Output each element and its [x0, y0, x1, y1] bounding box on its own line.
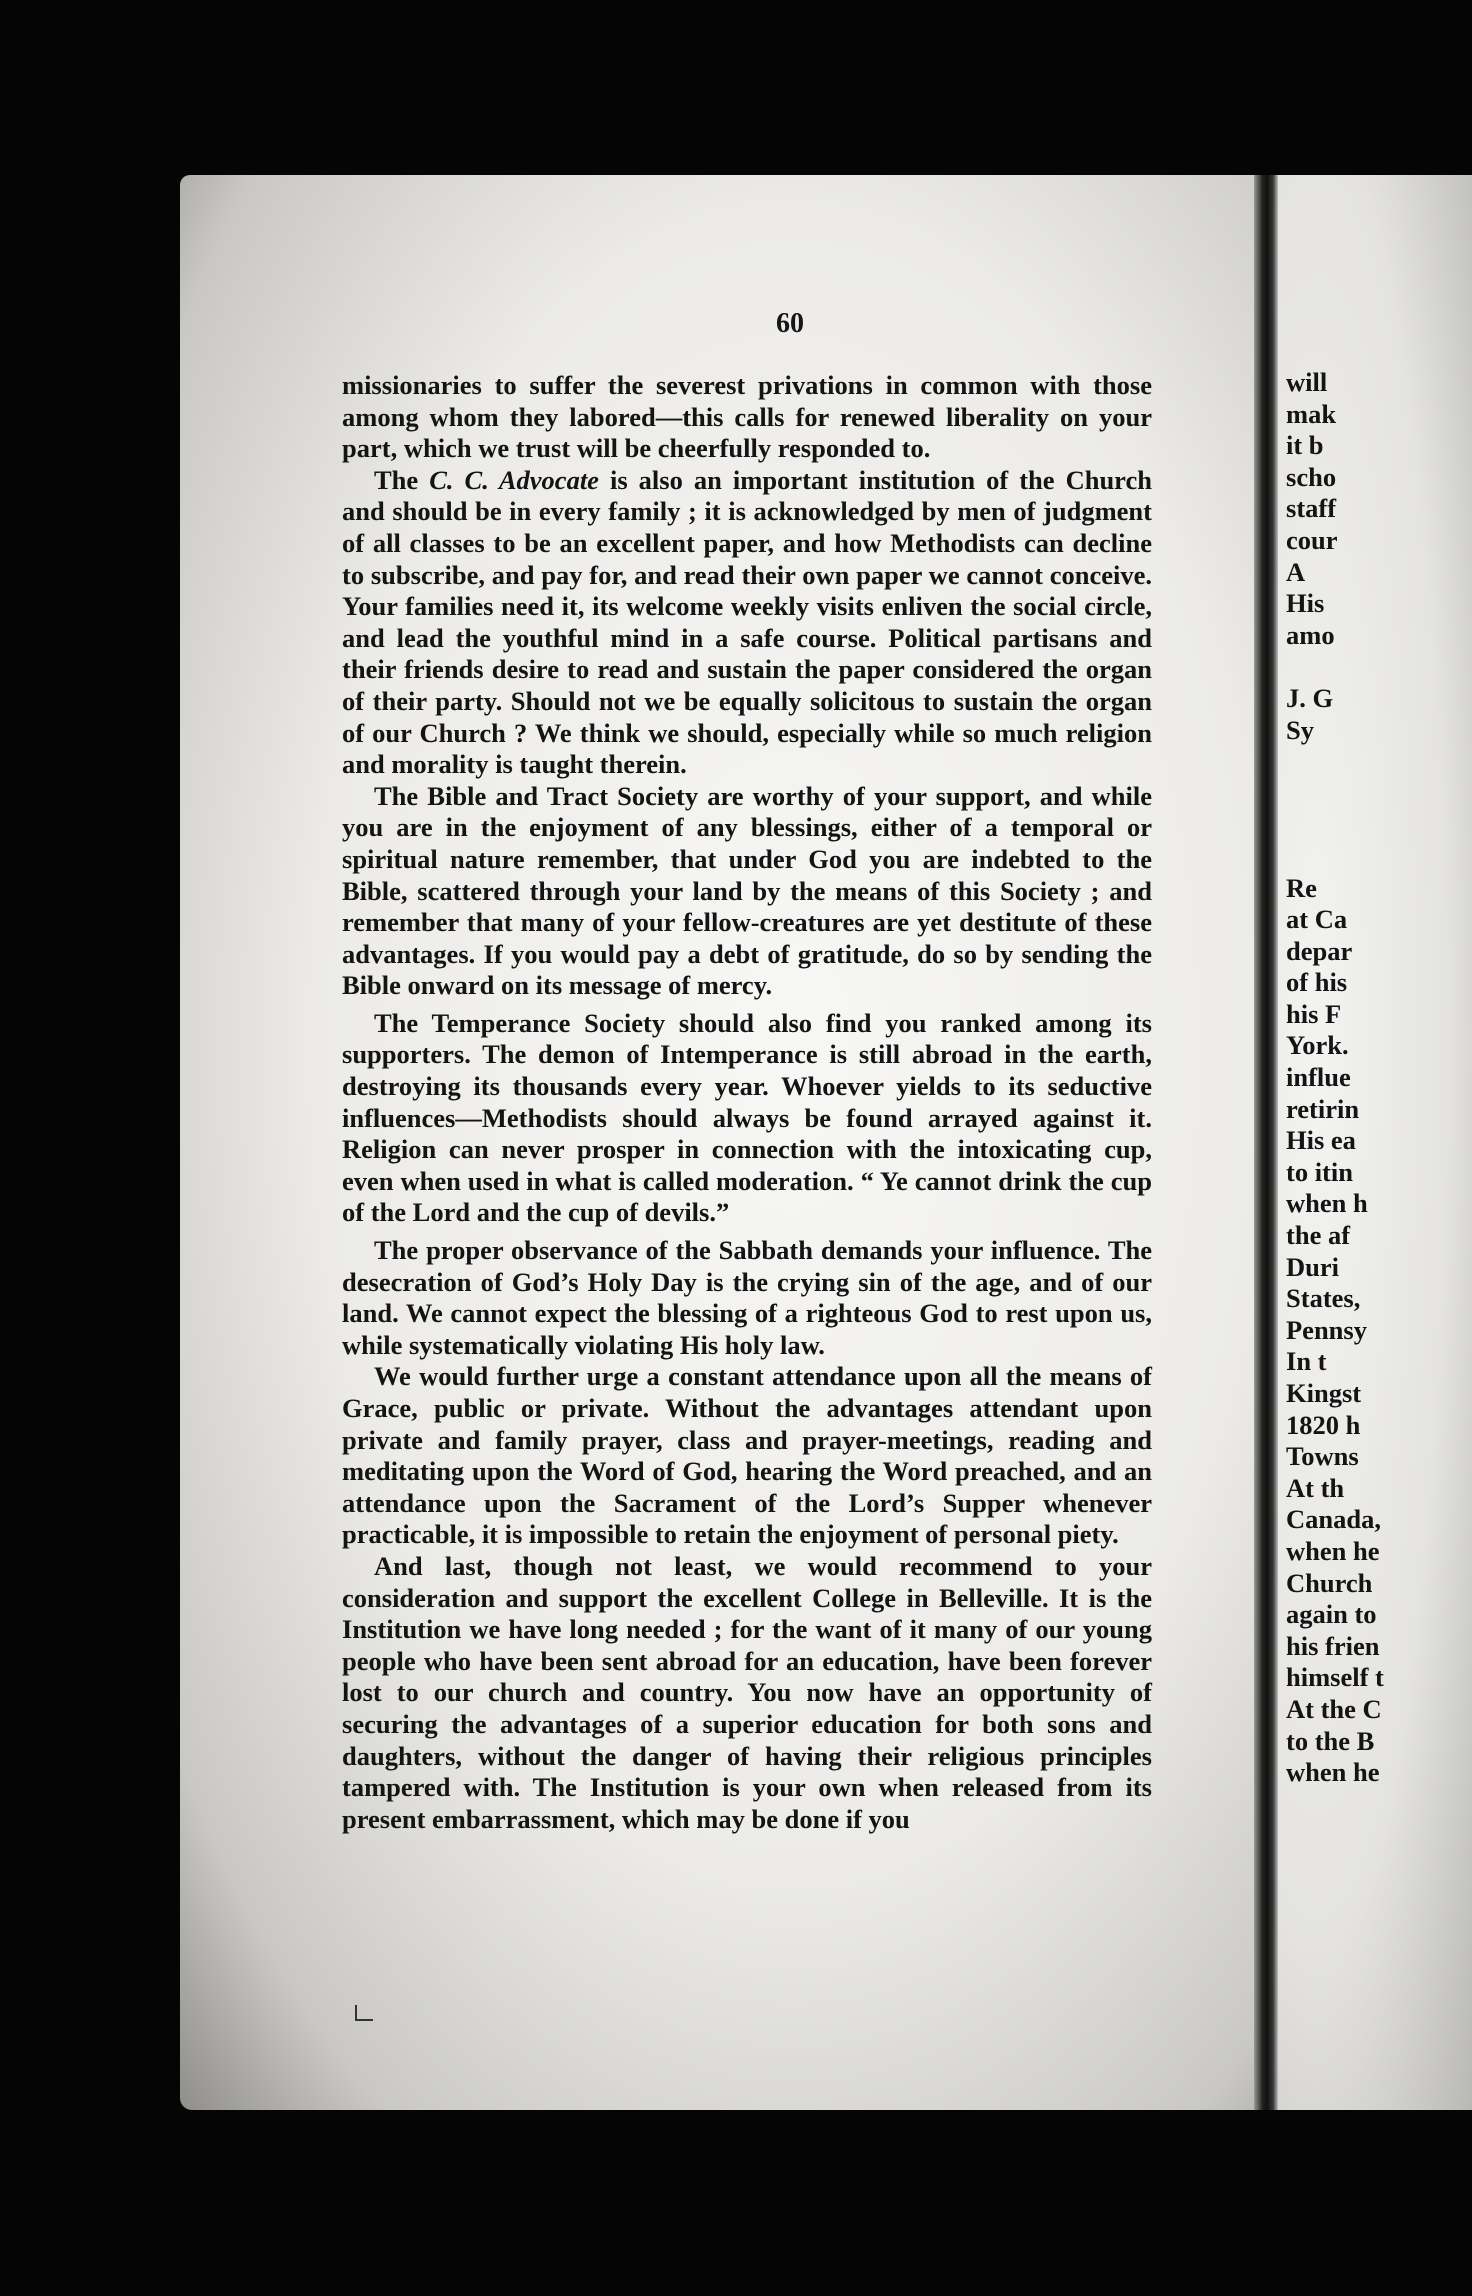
right-page-line: At th — [1286, 1472, 1345, 1503]
right-page-line: York. — [1286, 1030, 1349, 1061]
right-page-line: Pennsy — [1286, 1314, 1367, 1345]
right-page-line: Canada, — [1286, 1504, 1381, 1535]
right-page-line — [1286, 778, 1472, 810]
right-page-line: the af — [1286, 1220, 1351, 1251]
right-page-line: of his — [1286, 967, 1348, 998]
right-page-line: Duri — [1286, 1251, 1339, 1282]
right-page-line: his frien — [1286, 1630, 1380, 1661]
right-page-line — [1286, 746, 1472, 778]
paragraph-1: missionaries to suffer the severest privations in common with those among whom they labored—this calls for renewed liberality on your part, which we trust will be cheerfully responded to. — [342, 370, 1152, 464]
right-page-line: when h — [1286, 1188, 1368, 1219]
right-page-line: his F — [1286, 998, 1342, 1029]
right-page-line: Church — [1286, 1567, 1373, 1598]
paragraph-4: The Temperance Society should also find you ranked among its supporters. The demon of Intemperance is still abroad in the earth, destroying its thousands every year. Whoever yields to its seductive influences—Methodists should always be found arrayed against it. Religion can never prosper in connection with the intoxicating cup, even when used in what is called moderation. “ Ye cannot drink the cup of the Lord and the cup of devils.” — [342, 1007, 1152, 1228]
right-page-line: Sy — [1286, 714, 1314, 745]
right-page-line: 1820 h — [1286, 1409, 1361, 1440]
right-page-line: His — [1286, 588, 1325, 619]
right-page-line: J. G — [1286, 682, 1334, 713]
corner-mark — [355, 2005, 373, 2021]
right-page-line: scho — [1286, 461, 1337, 492]
right-page-line: it b — [1286, 430, 1324, 461]
right-page-line: amo — [1286, 619, 1335, 650]
paragraph-2-lead: The — [374, 464, 430, 495]
right-page — [1278, 175, 1472, 2110]
right-page-line: when he — [1286, 1535, 1380, 1566]
book-gutter — [1254, 175, 1278, 2110]
right-page-line: himself t — [1286, 1662, 1384, 1693]
right-page-line: mak — [1286, 398, 1337, 429]
paragraph-7: And last, though not least, we would recommend to your consideration and support the excellent College in Belleville. It is the Institution we have long needed ; for the want of it many of our young people who have been sent abroad for an education, have been forever lost to our church and country. You now have an opportunity of securing the advantages of a superior education for both sons and daughters, without the danger of having their religious principles tampered with. The Institution is your own when released from its present embarrassment, which may be done if you — [342, 1550, 1152, 1834]
right-page-line: will — [1286, 367, 1328, 397]
advocate-title: C. C. Advocate — [429, 464, 599, 495]
right-page-line: depar — [1286, 935, 1353, 966]
body-text — [342, 370, 1152, 1835]
paragraph-5: The proper observance of the Sabbath demands your influence. The desecration of God’s Holy Day is the crying sin of the age, and of our land. We cannot expect the blessing of a righteous God to rest upon us, while systematically violating His holy law. — [342, 1235, 1152, 1360]
right-page-line: Re — [1286, 872, 1317, 903]
page-number: 60 — [776, 308, 804, 339]
paragraph-3: The Bible and Tract Society are worthy of your support, and while you are in the enjoyment of any blessings, either of a temporal or spiritual nature remember, that under God you are indebted to the Bible, scattered through your land by the means of this Society ; and remember that many of your fellow-creatures are yet destitute of these advantages. If you would pay a debt of gratitude, do so by sending the Bible onward on its message of mercy. — [342, 780, 1152, 1001]
right-page-line: at Ca — [1286, 904, 1348, 935]
paragraph-6: We would further urge a constant attendance upon all the means of Grace, public or private. Without the advantages attendant upon private and family prayer, class and prayer-meetings, reading and meditating upon the Word of God, hearing the Word preached, and an attendance upon the Sacrament of the Lord’s Supper whenever practicable, it is impossible to retain the enjoyment of personal piety. — [342, 1361, 1152, 1550]
right-page-line — [1286, 809, 1472, 841]
paragraph-2 — [342, 465, 1152, 781]
right-page-line — [1286, 651, 1472, 683]
left-page — [180, 175, 1292, 2110]
right-page-line: retirin — [1286, 1093, 1360, 1124]
right-page-line: Kingst — [1286, 1378, 1362, 1408]
right-page-line: States, — [1286, 1283, 1361, 1314]
right-page-line: At the C — [1286, 1693, 1382, 1724]
right-page-line: His ea — [1286, 1125, 1356, 1156]
right-page-line — [1286, 841, 1472, 873]
right-page-line: to itin — [1286, 1156, 1353, 1187]
paragraph-2-rest: is also an important institution of the Church and should be in every family ; it is acknowledged by men of judgment of all classes to be an excellent paper, and how Methodists can decline to subscribe, and pay for, and read their own paper we cannot conceive. Your families need it, its welcome weekly visits enliven the social circle, and lead the youthful mind in a safe course. Political partisans and their friends desire to read and sustain the paper considered the organ of their party. Should not we be equally solicitous to sustain the organ of our Church ? We think we should, especially while so much religion and morality is taught therein. — [342, 464, 1152, 780]
right-page-line: Towns — [1286, 1441, 1359, 1472]
right-page-line: cour — [1286, 524, 1338, 555]
right-page-line: A — [1286, 556, 1306, 587]
right-page-line: when he — [1286, 1757, 1380, 1788]
right-page-line: to the B — [1286, 1725, 1375, 1756]
right-page-line: staff — [1286, 493, 1337, 524]
right-page-line: again to — [1286, 1599, 1377, 1630]
right-page-text — [1286, 367, 1472, 1789]
right-page-line: influe — [1286, 1062, 1351, 1093]
right-page-line: In t — [1286, 1346, 1327, 1377]
